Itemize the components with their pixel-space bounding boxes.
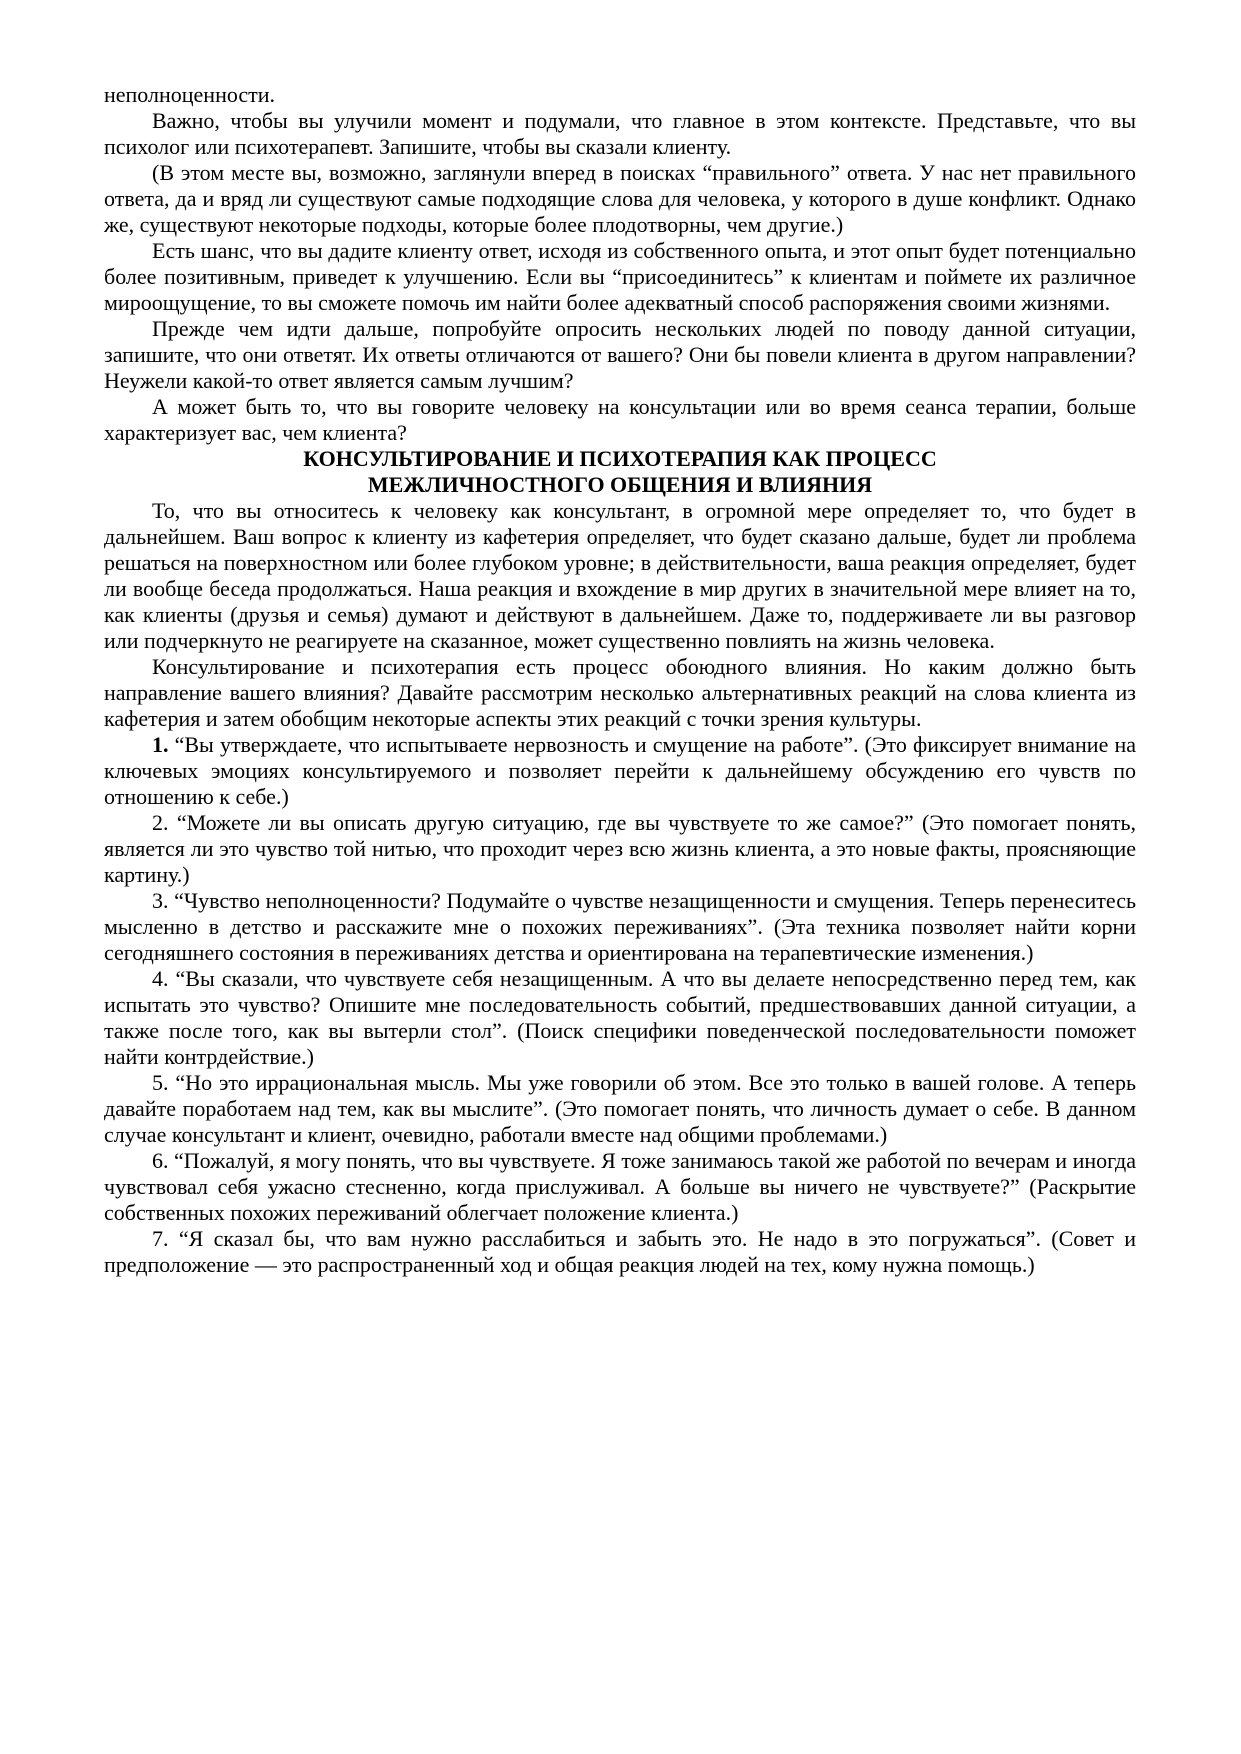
item-number: 4. [152, 966, 169, 991]
item-text: “Чувство неполноценности? Подумайте о чувстве незащищенности и смущения. Теперь перенеситесь мысленно в детство и расскажите мне о похожих переживаниях”. (Эта техника позволяет найти корни сегодняшнего состояния в переживаниях детства и ориентирована на терапевтические изменения.) [104, 888, 1137, 965]
paragraph-body: Консультирование и психотерапия есть процесс обоюдного влияния. Но каким должно быть направление вашего влияния? Давайте рассмотрим несколько альтернативных реакций на слова клиента из кафетерия и затем обобщим некоторые аспекты этих реакций с точки зрения культуры. [104, 654, 1136, 731]
section-heading-line2: МЕЖЛИЧНОСТНОГО ОБЩЕНИЯ И ВЛИЯНИЯ [367, 472, 873, 497]
numbered-item-3 [104, 888, 1136, 966]
paragraph-body: Важно, чтобы вы улучили момент и подумали, что главное в этом контексте. Представьте, что вы психолог или психотерапевт. Запишите, чтобы вы сказали клиенту. [104, 108, 1136, 159]
item-number: 5. [152, 1070, 169, 1095]
paragraph-body: То, что вы относитесь к человеку как консультант, в огромной мере определяет то, что будет в дальнейшем. Ваш вопрос к клиенту из кафетерия определяет, что будет сказано дальше, будет ли проблема решаться на поверхностном или более глубоком уровне; в действительности, ваша реакция определяет, будет ли вообще беседа продолжаться. Наша реакция и вхождение в мир других в значительной мере влияет на то, как клиенты (друзья и семья) думают и действуют в дальнейшем. Даже то, поддерживаете ли вы разговор или подчеркнуто не реагируете на сказанное, может существенно повлиять на жизнь человека. [104, 498, 1136, 653]
item-number: 3. [152, 888, 169, 913]
item-text: “Вы утверждаете, что испытываете нервозность и смущение на работе”. (Это фиксирует внимание на ключевых эмоциях консультируемого и позволяет перейти к дальнейшему обсуждению его чувств по отношению к себе.) [104, 732, 1136, 809]
paragraph-continuation: неполноценности. [104, 82, 276, 107]
item-text: “Можете ли вы описать другую ситуацию, где вы чувствуете то же самое?” (Это помогает понять, является ли это чувство той нитью, что проходит через всю жизнь клиента, а это новые факты, проясняющие картину.) [104, 810, 1136, 887]
paragraph-body: А может быть то, что вы говорите человеку на консультации или во время сеанса терапии, больше характеризует вас, чем клиента? [104, 394, 1136, 445]
paragraph-body: (В этом месте вы, возможно, заглянули вперед в поисках “правильного” ответа. У нас нет правильного ответа, да и вряд ли существуют самые подходящие слова для человека, у которого в душе конфликт. Однако же, существуют некоторые подходы, которые более плодотворны, чем другие.) [104, 160, 1136, 237]
numbered-item-4 [104, 966, 1136, 1070]
section-heading [104, 446, 1136, 498]
item-number: 2. [152, 810, 169, 835]
item-number: 6. [152, 1148, 169, 1173]
item-text: “Но это иррациональная мысль. Мы уже говорили об этом. Все это только в вашей голове. А теперь давайте поработаем над тем, как вы мыслите”. (Это помогает понять, что личность думает о себе. В данном случае консультант и клиент, очевидно, работали вместе над общими проблемами.) [104, 1070, 1137, 1147]
item-text: “Вы сказали, что чувствуете себя незащищенным. А что вы делаете непосредственно перед тем, как испытать это чувство? Опишите мне последовательность событий, предшествовавших данной ситуации, а также после того, как вы вытерли стол”. (Поиск специфики поведенческой последовательности поможет найти контрдействие.) [104, 966, 1136, 1069]
numbered-item-2 [104, 810, 1136, 888]
numbered-item-1 [104, 732, 1136, 810]
section-heading-line1: КОНСУЛЬТИРОВАНИЕ И ПСИХОТЕРАПИЯ КАК ПРОЦЕСС [303, 446, 937, 471]
numbered-item-6 [104, 1148, 1136, 1226]
item-text: “Я сказал бы, что вам нужно расслабиться и забыть это. Не надо в это погружаться”. (Совет и предположение — это распространенный ход и общая реакция людей на тех, кому нужна помощь.) [104, 1226, 1136, 1277]
numbered-item-7 [104, 1226, 1136, 1278]
paragraph-body: Есть шанс, что вы дадите клиенту ответ, исходя из собственного опыта, и этот опыт будет потенциально более позитивным, приведет к улучшению. Если вы “присоединитесь” к клиентам и поймете их различное мироощущение, то вы сможете помочь им найти более адекватный способ распоряжения своими жизнями. [104, 238, 1136, 315]
paragraph-body: Прежде чем идти дальше, попробуйте опросить нескольких людей по поводу данной ситуации, запишите, что они ответят. Их ответы отличаются от вашего? Они бы повели клиента в другом направлении? Неужели какой-то ответ является самым лучшим? [104, 316, 1136, 393]
numbered-item-5 [104, 1070, 1136, 1148]
item-text: “Пожалуй, я могу понять, что вы чувствуете. Я тоже занимаюсь такой же работой по вечерам и иногда чувствовал себя ужасно стесненно, когда прислуживал. А больше вы ничего не чувствуете?” (Раскрытие собственных похожих переживаний облегчает положение клиента.) [104, 1148, 1137, 1225]
item-number: 1. [152, 732, 169, 757]
item-number: 7. [152, 1226, 169, 1251]
